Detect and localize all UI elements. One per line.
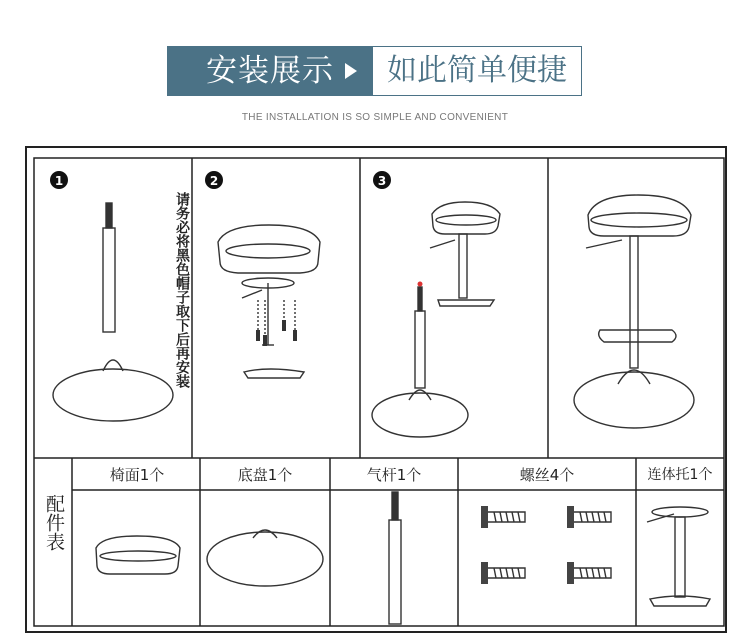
banner-subtitle: 如此简单便捷 [373, 46, 582, 96]
step3-assembly [372, 202, 500, 437]
part-label-base: 底盘1个 [237, 466, 293, 484]
part-label-gas-lift: 气杆1个 [366, 466, 422, 484]
part-base [207, 530, 323, 586]
banner-title: 安装展示 [167, 46, 373, 96]
step2-seat-assembly [218, 225, 320, 378]
part-screws [481, 506, 611, 584]
english-subtitle: THE INSTALLATION IS SO SIMPLE AND CONVENIENT [241, 112, 509, 123]
part-seat [96, 536, 180, 574]
finished-stool [574, 195, 694, 428]
step-3-number: 3 [377, 174, 387, 188]
part-gas-lift [389, 492, 401, 624]
red-cap-icon [418, 282, 423, 287]
step-1-number: 1 [54, 174, 64, 188]
parts-row-title: 配件表 [43, 494, 65, 551]
step-2-number: 2 [209, 174, 219, 188]
remove-cap-note: 请务必将黑色帽子取下后再安装 [174, 192, 190, 388]
inner-border [34, 158, 724, 626]
part-label-seat: 椅面1个 [109, 466, 165, 484]
part-label-bracket: 连体托1个 [647, 467, 713, 483]
part-bracket [647, 507, 710, 606]
step1-gas-lift [53, 203, 173, 421]
part-label-screws: 螺丝4个 [519, 466, 575, 484]
